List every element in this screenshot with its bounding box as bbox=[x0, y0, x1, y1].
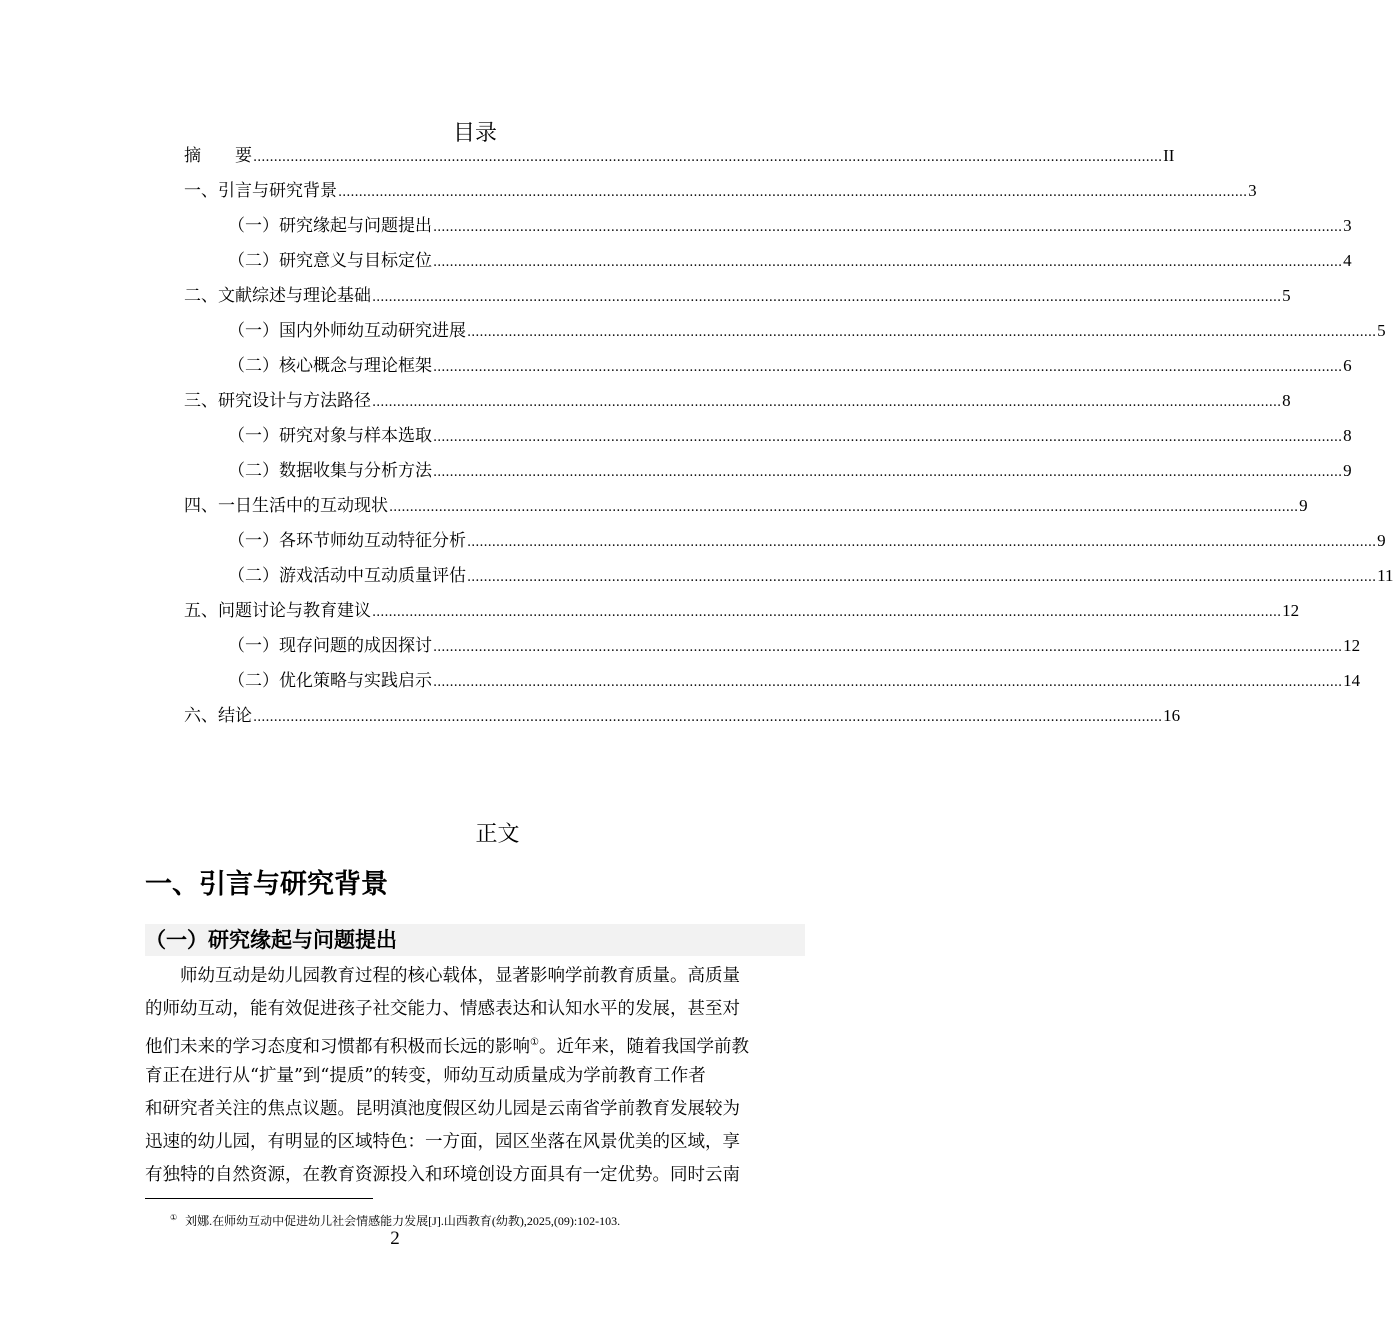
toc-leader-dots: ............................................................................................................................................................................................................................ bbox=[253, 150, 1163, 165]
toc-entry-label: （一）现存问题的成因探讨 bbox=[228, 636, 432, 656]
toc-entry-page: 6 bbox=[1343, 356, 1352, 375]
toc-entry[interactable] bbox=[228, 250, 1352, 272]
toc-entry-page: 12 bbox=[1282, 601, 1300, 620]
toc-title: 目录 bbox=[452, 121, 497, 146]
toc-entry-page: 11 bbox=[1377, 566, 1394, 585]
toc-entry-page: 5 bbox=[1282, 286, 1291, 305]
toc-leader-dots: ............................................................................................................................................................................................................................ bbox=[467, 325, 1377, 340]
toc-entry-label: （二）核心概念与理论框架 bbox=[228, 356, 432, 376]
toc-entry[interactable] bbox=[184, 145, 1175, 167]
toc-entry-page: 8 bbox=[1282, 391, 1291, 410]
toc-entry-label: （一）国内外师幼互动研究进展 bbox=[228, 321, 466, 341]
toc-entry-page: 8 bbox=[1343, 426, 1352, 445]
toc-entry-page: II bbox=[1163, 146, 1175, 165]
paragraph-line: 他们未来的学习态度和习惯都有积极而长远的影响①。近年来，随着我国学前教 bbox=[145, 1037, 749, 1058]
toc-leader-dots: ............................................................................................................................................................................................................................ bbox=[433, 640, 1343, 655]
toc-entry-page: 9 bbox=[1343, 461, 1352, 480]
toc-leader-dots: ............................................................................................................................................................................................................................ bbox=[433, 255, 1343, 270]
toc-leader-dots: ............................................................................................................................................................................................................................ bbox=[372, 395, 1282, 410]
toc-entry-label: 六、结论 bbox=[184, 706, 252, 726]
paragraph-line: 迅速的幼儿园，有明显的区域特色：一方面，园区坐落在风景优美的区域，享 bbox=[145, 1131, 740, 1152]
toc-leader-dots: ............................................................................................................................................................................................................................ bbox=[467, 535, 1377, 550]
footnote-separator bbox=[145, 1198, 373, 1199]
toc-entry[interactable] bbox=[228, 530, 1386, 552]
section-heading: 一、引言与研究背景 bbox=[145, 869, 388, 900]
toc-entry-label: （二）数据收集与分析方法 bbox=[228, 461, 432, 481]
toc-entry-page: 14 bbox=[1343, 671, 1361, 690]
toc-entry[interactable] bbox=[228, 565, 1394, 587]
toc-entry[interactable] bbox=[228, 355, 1352, 377]
toc-entry-page: 4 bbox=[1343, 251, 1352, 270]
toc-entry[interactable] bbox=[228, 635, 1361, 657]
toc-entry-page: 16 bbox=[1163, 706, 1181, 725]
toc-entry[interactable] bbox=[184, 390, 1291, 412]
toc-entry[interactable] bbox=[228, 215, 1352, 237]
footnote-ref[interactable]: ① bbox=[530, 1037, 539, 1049]
toc-entry-page: 5 bbox=[1377, 321, 1386, 340]
toc-entry-label: （一）研究对象与样本选取 bbox=[228, 426, 432, 446]
toc-entry-label: （二）优化策略与实践启示 bbox=[228, 671, 432, 691]
toc-entry[interactable] bbox=[184, 705, 1181, 727]
toc-entry-label: 五、问题讨论与教育建议 bbox=[184, 601, 371, 621]
subsection-heading: （一）研究缘起与问题提出 bbox=[145, 924, 805, 956]
footnote bbox=[170, 1210, 620, 1229]
toc-entry-page: 9 bbox=[1377, 531, 1386, 550]
toc-leader-dots: ............................................................................................................................................................................................................................ bbox=[389, 500, 1299, 515]
toc-leader-dots: ............................................................................................................................................................................................................................ bbox=[433, 465, 1343, 480]
body-paragraph bbox=[145, 960, 807, 1192]
paragraph-line: 育正在进行从“扩量”到“提质”的转变，师幼互动质量成为学前教育工作者 bbox=[145, 1065, 706, 1086]
footnote-mark: ① bbox=[170, 1213, 178, 1222]
toc-leader-dots: ............................................................................................................................................................................................................................ bbox=[372, 605, 1282, 620]
toc-entry-page: 9 bbox=[1299, 496, 1308, 515]
paragraph-line: 的师幼互动，能有效促进孩子社交能力、情感表达和认知水平的发展，甚至对 bbox=[145, 999, 740, 1020]
toc-entry[interactable] bbox=[184, 495, 1308, 517]
toc-entry-label: （一）研究缘起与问题提出 bbox=[228, 216, 432, 236]
toc-entry[interactable] bbox=[184, 285, 1291, 307]
toc-leader-dots: ............................................................................................................................................................................................................................ bbox=[253, 710, 1163, 725]
toc-leader-dots: ............................................................................................................................................................................................................................ bbox=[433, 220, 1343, 235]
paragraph-line: 师幼互动是幼儿园教育过程的核心载体，显著影响学前教育质量。高质量 bbox=[180, 966, 740, 986]
toc-entry-page: 3 bbox=[1343, 216, 1352, 235]
toc-entry[interactable] bbox=[228, 320, 1386, 342]
toc-entry-label: 一、引言与研究背景 bbox=[184, 181, 337, 201]
toc-entry-label: （二）研究意义与目标定位 bbox=[228, 251, 432, 271]
toc-entry[interactable] bbox=[228, 425, 1352, 447]
toc-entry-label: 二、文献综述与理论基础 bbox=[184, 286, 371, 306]
toc-entry[interactable] bbox=[228, 670, 1361, 692]
toc-leader-dots: ............................................................................................................................................................................................................................ bbox=[433, 360, 1343, 375]
toc-entry-label: 四、一日生活中的互动现状 bbox=[184, 496, 388, 516]
toc-entry[interactable] bbox=[184, 180, 1257, 202]
toc-entry-label: （二）游戏活动中互动质量评估 bbox=[228, 566, 466, 586]
footnote-text: 刘娜.在师幼互动中促进幼儿社会情感能力发展[J].山西教育(幼教),2025,(09):102-103. bbox=[185, 1214, 621, 1228]
toc-entry-page: 12 bbox=[1343, 636, 1361, 655]
toc-leader-dots: ............................................................................................................................................................................................................................ bbox=[433, 430, 1343, 445]
toc-entry[interactable] bbox=[228, 460, 1352, 482]
toc-entry-page: 3 bbox=[1248, 181, 1257, 200]
toc-entry[interactable] bbox=[184, 600, 1300, 622]
body-title: 正文 bbox=[475, 822, 520, 847]
paragraph-line: 和研究者关注的焦点议题。昆明滇池度假区幼儿园是云南省学前教育发展较为 bbox=[145, 1098, 740, 1119]
toc-leader-dots: ............................................................................................................................................................................................................................ bbox=[433, 675, 1343, 690]
paragraph-line: 有独特的自然资源，在教育资源投入和环境创设方面具有一定优势。同时云南 bbox=[145, 1165, 740, 1186]
toc-entry-label: 三、研究设计与方法路径 bbox=[184, 391, 371, 411]
toc-entry-label: 摘 要 bbox=[184, 146, 252, 166]
toc-leader-dots: ............................................................................................................................................................................................................................ bbox=[467, 570, 1377, 585]
toc-leader-dots: ............................................................................................................................................................................................................................ bbox=[338, 185, 1248, 200]
toc-entry-label: （一）各环节师幼互动特征分析 bbox=[228, 531, 466, 551]
toc-leader-dots: ............................................................................................................................................................................................................................ bbox=[372, 290, 1282, 305]
page-number: 2 bbox=[390, 1228, 400, 1249]
